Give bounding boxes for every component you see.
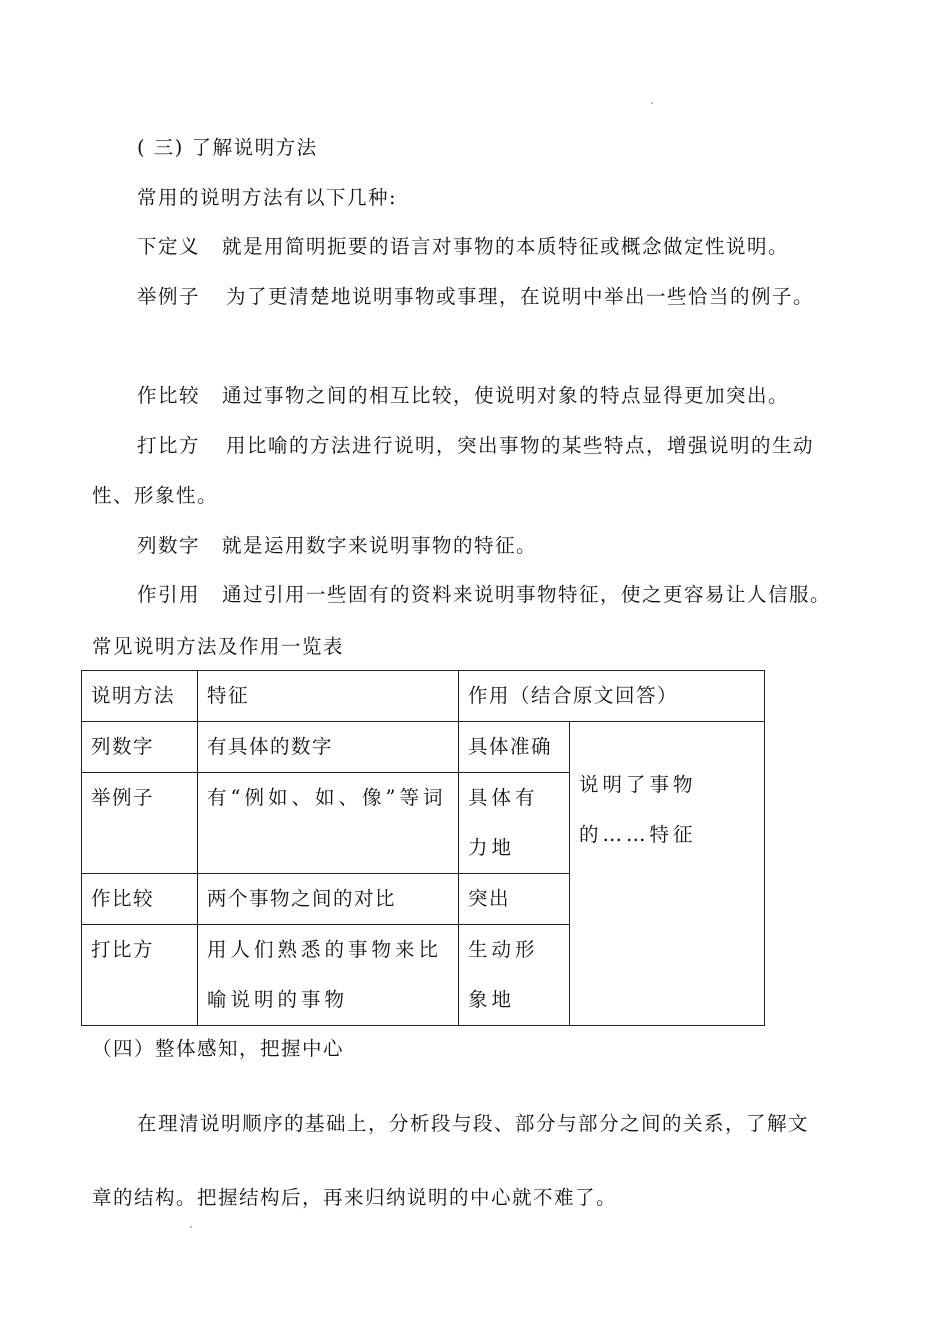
paragraph-line: 章的结构。把握结构后，再来归纳说明的中心就不难了。 bbox=[92, 1186, 618, 1209]
method-metaphor-continued: 性、形象性。 bbox=[92, 484, 219, 507]
method-name: 列数字 bbox=[137, 534, 201, 557]
method-desc: 就是运用数字来说明事物的特征。 bbox=[222, 534, 538, 557]
header-method: 说明方法 bbox=[82, 671, 198, 722]
cell-feature: 两个事物之间的对比 bbox=[198, 874, 459, 925]
cell-method: 作比较 bbox=[82, 874, 198, 925]
section-heading: （四）整体感知，把握中心 bbox=[92, 1037, 345, 1060]
method-definition bbox=[137, 234, 789, 260]
table-caption: 常见说明方法及作用一览表 bbox=[92, 635, 345, 658]
cell-effect bbox=[459, 925, 570, 1026]
method-name: 作比较 bbox=[137, 384, 201, 407]
cell-feature: 有具体的数字 bbox=[198, 722, 459, 773]
effect-text: 生动形象地 bbox=[468, 938, 539, 1011]
cell-effect bbox=[459, 773, 570, 874]
method-desc: 通过引用一些固有的资料来说明事物特征，使之更容易让人信服。 bbox=[222, 583, 832, 606]
cell-feature bbox=[198, 773, 459, 874]
method-citation bbox=[137, 582, 831, 608]
header-effect: 作用（结合原文回答） bbox=[459, 671, 765, 722]
method-metaphor bbox=[137, 433, 814, 459]
method-desc: 用比喻的方法进行说明，突出事物的某些特点，增强说明的生动 bbox=[226, 434, 815, 457]
method-desc: 就是用简明扼要的语言对事物的本质特征或概念做定性说明。 bbox=[222, 235, 790, 258]
cell-method: 打比方 bbox=[82, 925, 198, 1026]
method-name: 举例子 bbox=[137, 285, 201, 308]
section-heading: ( 三) 了解说明方法 bbox=[137, 136, 318, 159]
method-name: 下定义 bbox=[137, 235, 201, 258]
feature-text: 用人们熟悉的事物来比喻说明的事物 bbox=[207, 938, 443, 1011]
scan-speck bbox=[190, 1226, 192, 1228]
cell-effect: 具体准确 bbox=[459, 722, 570, 773]
method-desc: 通过事物之间的相互比较，使说明对象的特点显得更加突出。 bbox=[222, 384, 790, 407]
effect-text: 具体有力地 bbox=[468, 786, 539, 859]
method-example bbox=[137, 284, 814, 310]
paragraph-line: 在理清说明顺序的基础上，分析段与段、部分与部分之间的关系，了解文 bbox=[137, 1112, 810, 1135]
method-numbers bbox=[137, 533, 537, 559]
method-name: 作引用 bbox=[137, 583, 201, 606]
methods-table bbox=[81, 670, 765, 1026]
section-intro: 常用的说明方法有以下几种: bbox=[137, 186, 398, 209]
table-row bbox=[82, 722, 765, 773]
cell-feature bbox=[198, 925, 459, 1026]
table-header-row bbox=[82, 671, 765, 722]
method-name: 打比方 bbox=[137, 434, 201, 457]
cell-effect: 突出 bbox=[459, 874, 570, 925]
method-comparison bbox=[137, 383, 789, 409]
feature-text: 有“例如、如、像”等词 bbox=[207, 786, 447, 809]
cell-merged-effect bbox=[570, 722, 765, 1026]
header-feature: 特征 bbox=[198, 671, 459, 722]
scan-speck bbox=[651, 102, 653, 104]
merged-effect-text: 说明了事物的……特征 bbox=[579, 773, 697, 846]
method-desc: 为了更清楚地说明事物或事理，在说明中举出一些恰当的例子。 bbox=[226, 285, 815, 308]
cell-method: 列数字 bbox=[82, 722, 198, 773]
cell-method: 举例子 bbox=[82, 773, 198, 874]
